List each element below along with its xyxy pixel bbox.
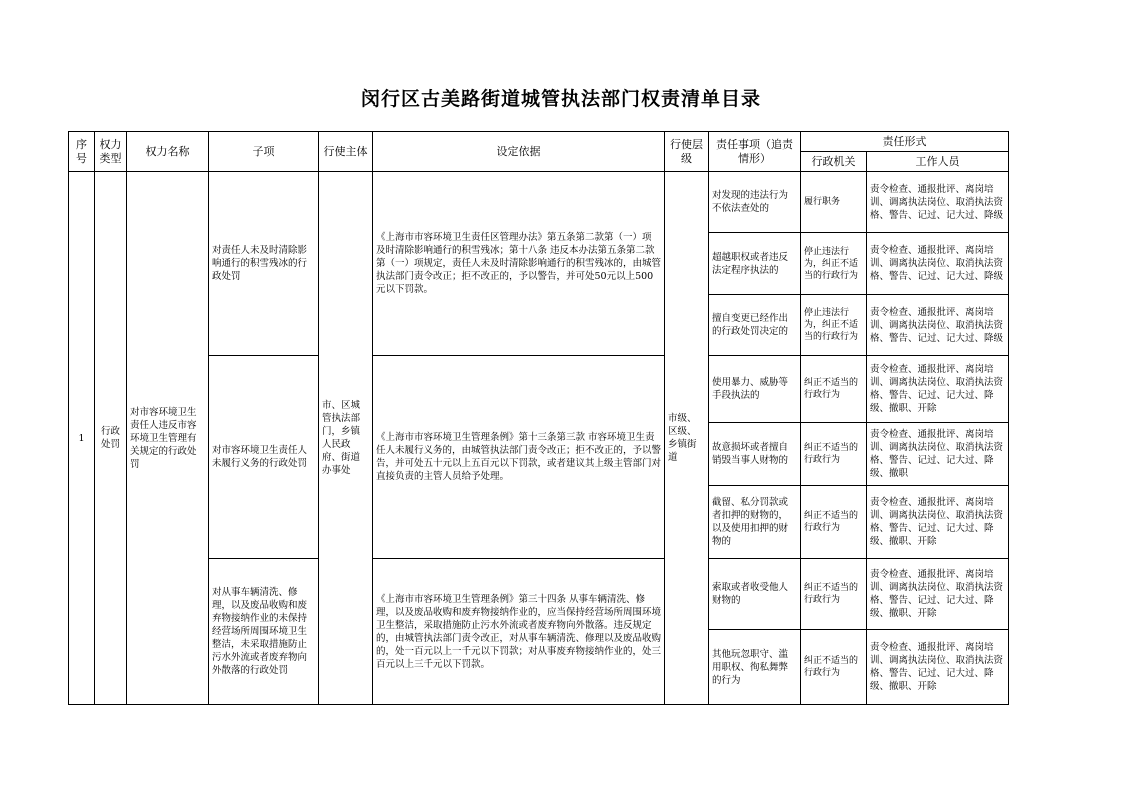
- row-subject: 市、区城管执法部门，乡镇人民政府、街道办事处: [319, 172, 373, 705]
- resp-admin: 停止违法行为，纠正不适当的行政行为: [801, 295, 867, 356]
- resp-admin: 纠正不适当的行政行为: [801, 423, 867, 486]
- resp-admin: 纠正不适当的行政行为: [801, 356, 867, 423]
- resp-staff: 责令检查、通报批评、离岗培训、调离执法岗位、取消执法资格、警告、记过、记大过、降级: [867, 233, 1009, 295]
- header-power-name: 权力名称: [127, 132, 209, 172]
- table-row: [69, 559, 1009, 630]
- header-subject: 行使主体: [319, 132, 373, 172]
- resp-item: 故意损坏或者擅自销毁当事人财物的: [709, 423, 801, 486]
- resp-item: 其他玩忽职守、滥用职权、徇私舞弊的行为: [709, 630, 801, 705]
- resp-staff: 责令检查、通报批评、离岗培训、调离执法岗位、取消执法资格、警告、记过、记大过、降级: [867, 172, 1009, 233]
- resp-admin: 履行职务: [801, 172, 867, 233]
- resp-staff: 责令检查、通报批评、离岗培训、调离执法岗位、取消执法资格、警告、记过、记大过、降级、撤职: [867, 423, 1009, 486]
- resp-staff: 责令检查、通报批评、离岗培训、调离执法岗位、取消执法资格、警告、记过、记大过、降级、撤职、开除: [867, 356, 1009, 423]
- page-title: 闵行区古美路街道城管执法部门权责清单目录: [360, 88, 761, 110]
- resp-admin: 纠正不适当的行政行为: [801, 630, 867, 705]
- header-staff: 工作人员: [867, 152, 1009, 172]
- subitem-basis: 《上海市市容环境卫生责任区管理办法》第五条第二款第（一）项 及时清除影响通行的积雪残冰；第十八条 违反本办法第五条第二款第（一）项规定，责任人未及时清除影响通行的积雪残冰的，由城管执法部门责令改正；拒不改正的，予以警告，并可处50元以上500元以下罚款。: [373, 172, 665, 356]
- subitem-name: 对市容环境卫生责任人未履行义务的行政处罚: [209, 356, 319, 559]
- subitem-name: 对责任人未及时清除影响通行的积雪残冰的行政处罚: [209, 172, 319, 356]
- resp-staff: 责令检查、通报批评、离岗培训、调离执法岗位、取消执法资格、警告、记过、记大过、降级、撤职、开除: [867, 486, 1009, 559]
- resp-admin: 停止违法行为，纠正不适当的行政行为: [801, 233, 867, 295]
- resp-item: 截留、私分罚款或者扣押的财物的，以及使用扣押的财物的: [709, 486, 801, 559]
- resp-staff: 责令检查、通报批评、离岗培训、调离执法岗位、取消执法资格、警告、记过、记大过、降级: [867, 295, 1009, 356]
- resp-staff: 责令检查、通报批评、离岗培训、调离执法岗位、取消执法资格、警告、记过、记大过、降级、撤职、开除: [867, 630, 1009, 705]
- header-level: 行使层级: [665, 132, 709, 172]
- responsibility-table: [68, 131, 1009, 705]
- header-seq: 序号: [69, 132, 95, 172]
- header-basis: 设定依据: [373, 132, 665, 172]
- table-row: [69, 172, 1009, 233]
- resp-admin: 纠正不适当的行政行为: [801, 486, 867, 559]
- resp-staff: 责令检查、通报批评、离岗培训、调离执法岗位、取消执法资格、警告、记过、记大过、降级、撤职、开除: [867, 559, 1009, 630]
- header-resp-items: 责任事项（追责情形）: [709, 132, 801, 172]
- header-power-type: 权力类型: [95, 132, 127, 172]
- header-subitem: 子项: [209, 132, 319, 172]
- resp-item: 使用暴力、威胁等手段执法的: [709, 356, 801, 423]
- row-level: 市级、区级、乡镇街道: [665, 172, 709, 705]
- resp-item: 擅自变更已经作出的行政处罚决定的: [709, 295, 801, 356]
- resp-item: 超越职权或者违反法定程序执法的: [709, 233, 801, 295]
- subitem-basis: 《上海市市容环境卫生管理条例》第十三条第三款 市容环境卫生责任人未履行义务的，由城管执法部门责令改正；拒不改正的，予以警告，并可处五十元以上五百元以下罚款，或者建议其上级主管部门对直接负责的主管人员给予处理。: [373, 356, 665, 559]
- resp-item: 索取或者收受他人财物的: [709, 559, 801, 630]
- subitem-basis: 《上海市市容环境卫生管理条例》第三十四条 从事车辆清洗、修理，以及废品收购和废弃物接纳作业的，应当保持经营场所周围环境卫生整洁，采取措施防止污水外流或者废弃物向外散落。违反规定的，由城管执法部门责令改正，对从事车辆清洗、修理以及废品收购的，处一百元以上一千元以下罚款；对从事废弃物接纳作业的，处三百元以上三千元以下罚款。: [373, 559, 665, 705]
- subitem-name: 对从事车辆清洗、修理，以及废品收购和废弃物接纳作业的未保持经营场所周围环境卫生整洁，未采取措施防止污水外流或者废弃物向外散落的行政处罚: [209, 559, 319, 705]
- header-admin-org: 行政机关: [801, 152, 867, 172]
- row-power-name: 对市容环境卫生责任人违反市容环境卫生管理有关规定的行政处罚: [127, 172, 209, 705]
- table-row: [69, 356, 1009, 423]
- header-resp-form: 责任形式: [801, 132, 1009, 152]
- resp-item: 对发现的违法行为不依法查处的: [709, 172, 801, 233]
- row-seq: 1: [69, 172, 95, 705]
- row-power-type: 行政处罚: [95, 172, 127, 705]
- resp-admin: 纠正不适当的行政行为: [801, 559, 867, 630]
